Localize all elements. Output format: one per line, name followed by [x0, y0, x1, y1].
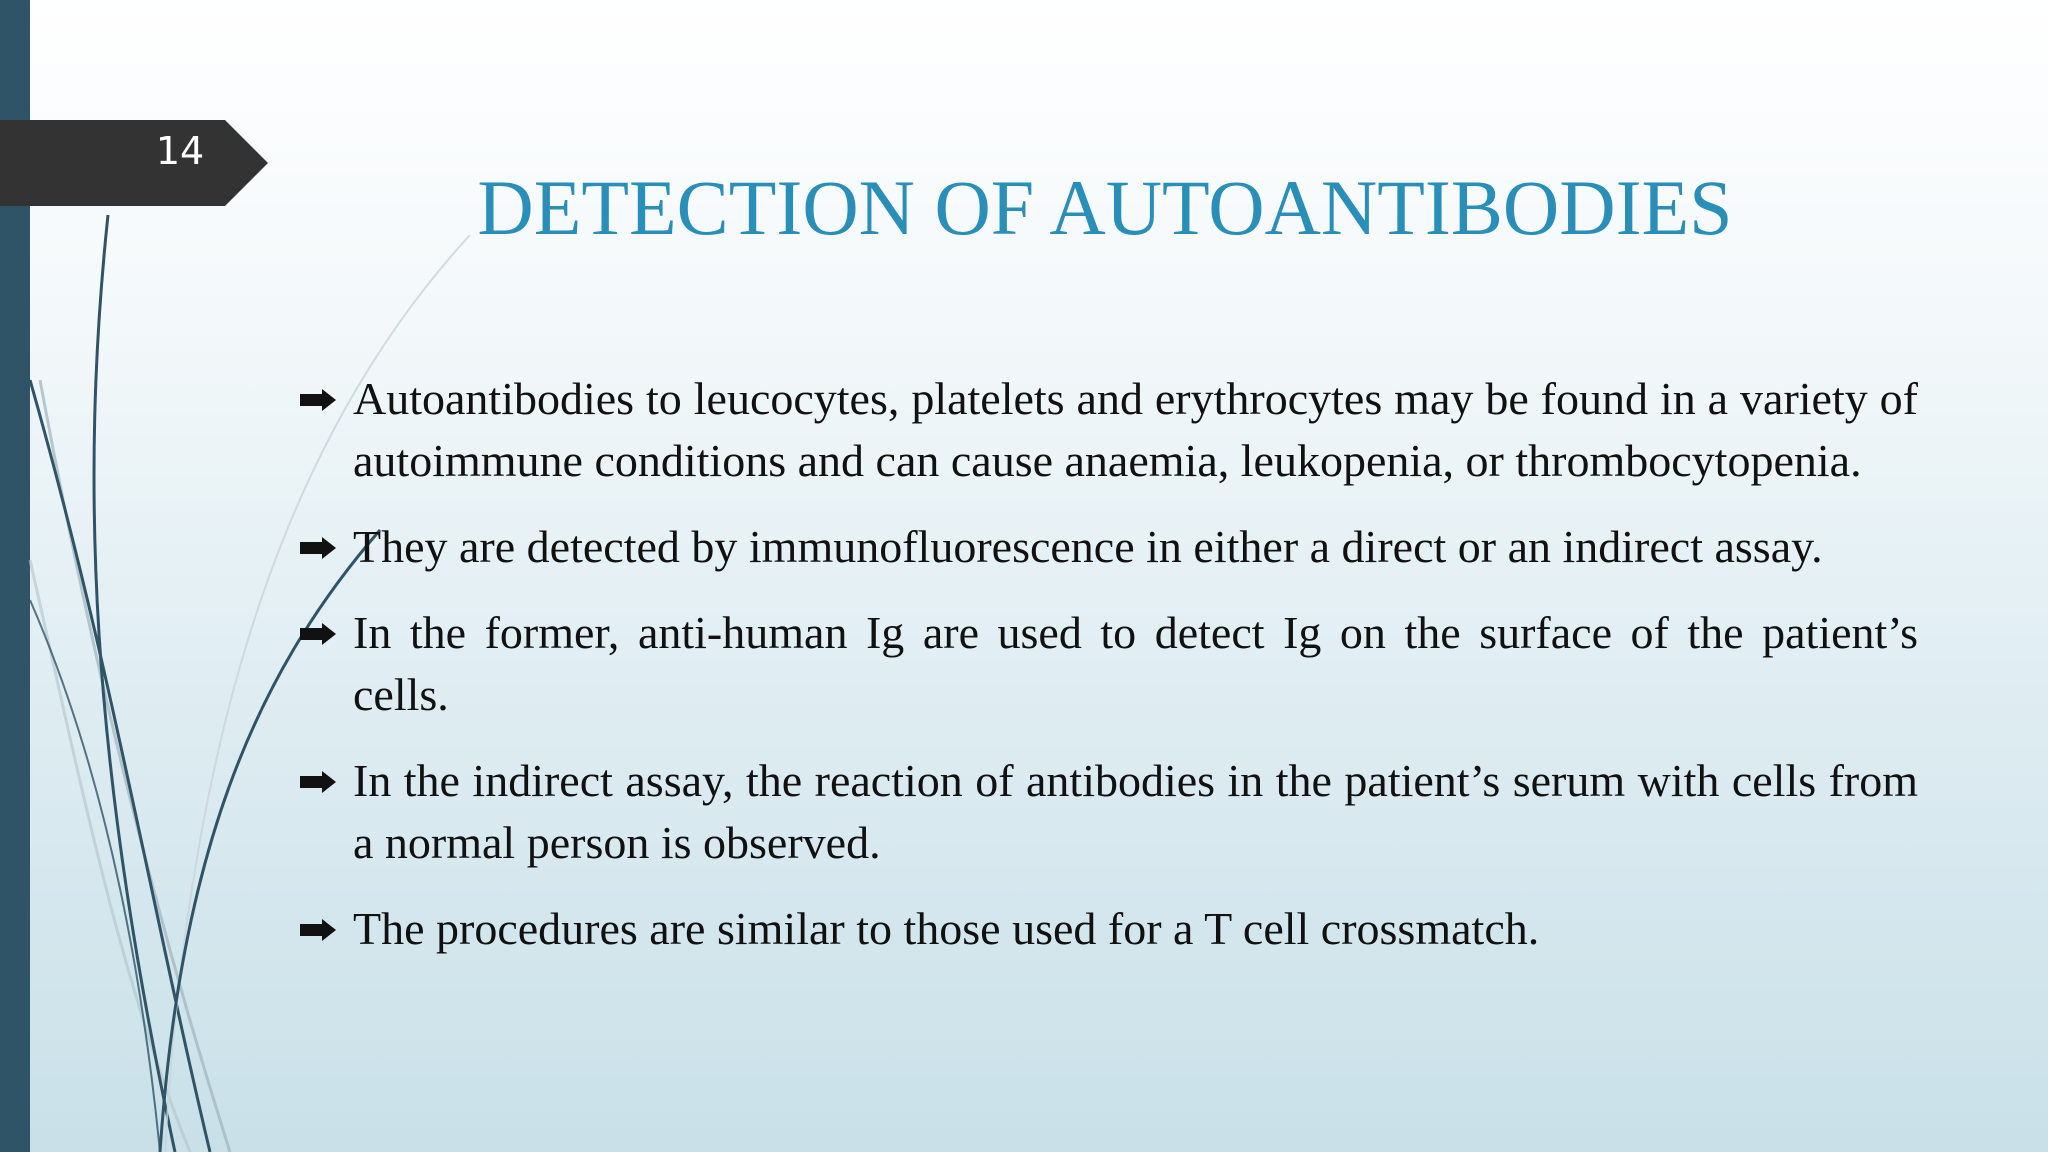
bullet-item: [298, 602, 1918, 726]
bullet-text: They are detected by immunofluorescence in either a direct or an indirect assay.: [353, 521, 1823, 572]
arrow-bullet-icon: [298, 918, 338, 942]
bullet-item: [298, 516, 1918, 578]
bullet-item: [298, 898, 1918, 960]
bullet-list: [298, 368, 1918, 984]
arrow-bullet-icon: [298, 622, 338, 646]
bullet-text: In the indirect assay, the reaction of antibodies in the patient’s serum with cells from a normal person is observed.: [353, 755, 1918, 868]
slide-number-tab: [0, 120, 270, 206]
bullet-text: The procedures are similar to those used for a T cell crossmatch.: [353, 903, 1540, 954]
bullet-item: [298, 368, 1918, 492]
bullet-item: [298, 750, 1918, 874]
arrow-bullet-icon: [298, 388, 338, 412]
bullet-text: Autoantibodies to leucocytes, platelets and erythrocytes may be found in a variety of autoimmune conditions and can cause anaemia, leukopenia, or thrombocytopenia.: [353, 373, 1918, 486]
slide-title: DETECTION OF AUTOANTIBODIES: [477, 164, 1733, 251]
bullet-text: In the former, anti-human Ig are used to detect Ig on the surface of the patient’s cells.: [353, 607, 1918, 720]
arrow-bullet-icon: [298, 536, 338, 560]
arrow-bullet-icon: [298, 770, 338, 794]
slide-number: 14: [155, 129, 205, 173]
